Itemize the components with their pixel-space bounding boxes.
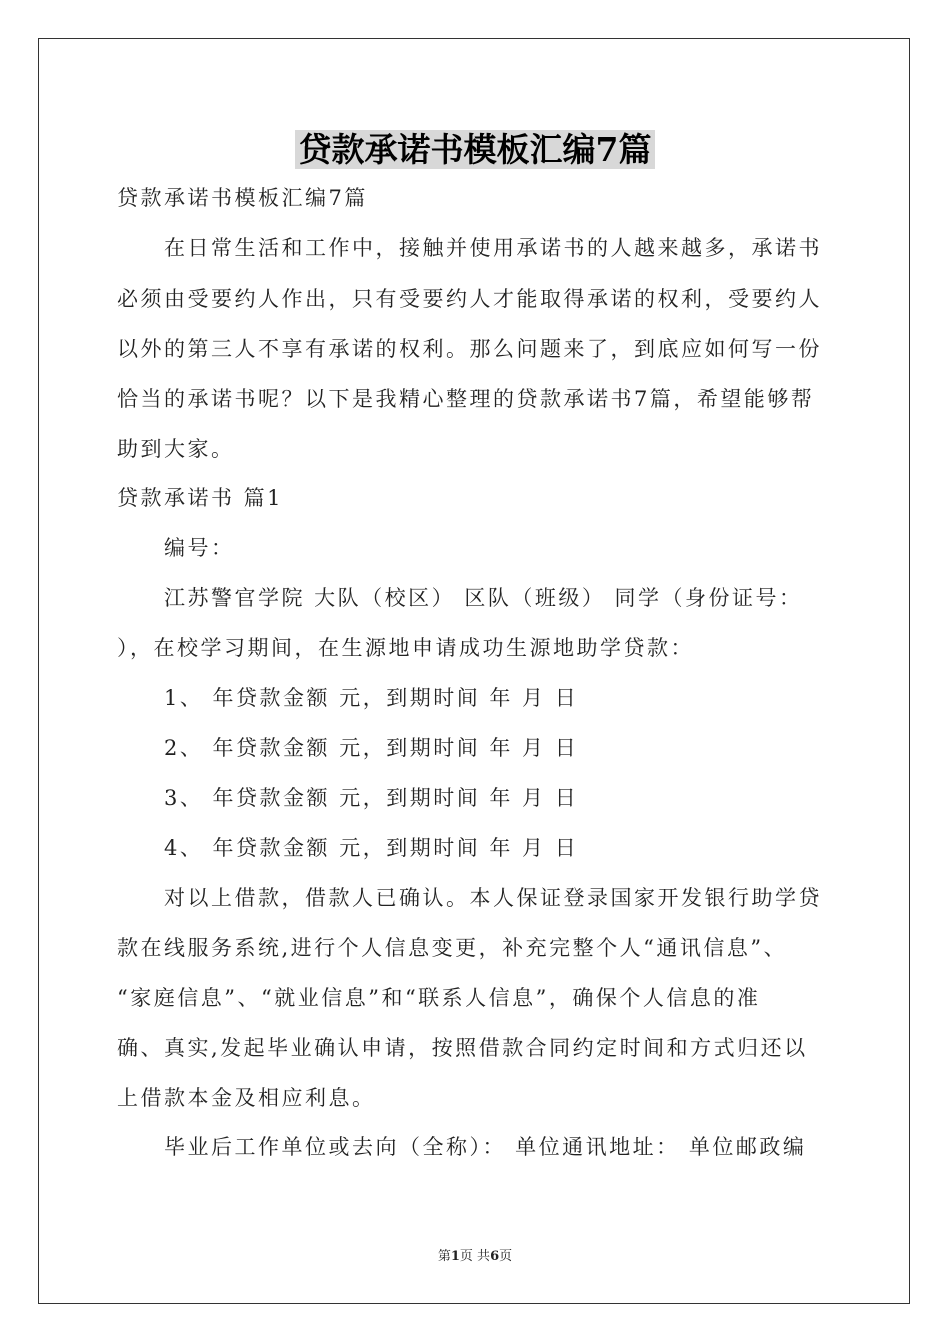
paragraph-line: ），在校学习期间，在生源地申请成功生源地助学贷款： [117, 636, 694, 660]
paragraph-line: 助到大家。 [117, 437, 235, 461]
list-item: 3、 年贷款金额 元，到期时间 年 月 日 [164, 786, 579, 810]
paragraph-line: “家庭信息”、“就业信息”和“联系人信息”，确保个人信息的准 [117, 986, 761, 1010]
page-footer [0, 1245, 950, 1264]
footer-mid: 页 共 [459, 1249, 491, 1264]
paragraph-line: 对以上借款，借款人已确认。本人保证登录国家开发银行助学贷 [164, 886, 822, 910]
paragraph-line: 编号： [164, 536, 235, 560]
paragraph-line: 在日常生活和工作中，接触并使用承诺书的人越来越多，承诺书 [164, 236, 822, 260]
paragraph-line: 必须由受要约人作出，只有受要约人才能取得承诺的权利，受要约人 [117, 287, 822, 311]
total-pages-number: 6 [490, 1249, 500, 1264]
section-heading: 贷款承诺书 篇1 [117, 486, 284, 510]
footer-suffix: 页 [499, 1249, 513, 1264]
page-border [38, 38, 910, 1304]
paragraph-line: 上借款本金及相应利息。 [117, 1086, 376, 1110]
paragraph-line: 毕业后工作单位或去向（全称）： 单位通讯地址： 单位邮政编 [164, 1135, 807, 1159]
paragraph-line: 确、真实,发起毕业确认申请，按照借款合同约定时间和方式归还以 [117, 1036, 808, 1060]
list-item: 1、 年贷款金额 元，到期时间 年 月 日 [164, 686, 579, 710]
paragraph-line: 以外的第三人不享有承诺的权利。那么问题来了，到底应如何写一份 [117, 337, 822, 361]
subtitle: 贷款承诺书模板汇编7篇 [117, 186, 368, 210]
paragraph-line: 恰当的承诺书呢？以下是我精心整理的贷款承诺书7篇，希望能够帮 [117, 387, 815, 411]
current-page-number: 1 [450, 1249, 460, 1264]
footer-prefix: 第 [437, 1249, 451, 1264]
document-title: 贷款承诺书模板汇编7篇 [0, 122, 950, 178]
paragraph-line: 款在线服务系统,进行个人信息变更，补充完整个人“通讯信息”、 [117, 936, 788, 960]
list-item: 2、 年贷款金额 元，到期时间 年 月 日 [164, 736, 579, 760]
list-item: 4、 年贷款金额 元，到期时间 年 月 日 [164, 836, 579, 860]
paragraph-line: 江苏警官学院 大队（校区） 区队（班级） 同学（身份证号： [164, 586, 803, 610]
